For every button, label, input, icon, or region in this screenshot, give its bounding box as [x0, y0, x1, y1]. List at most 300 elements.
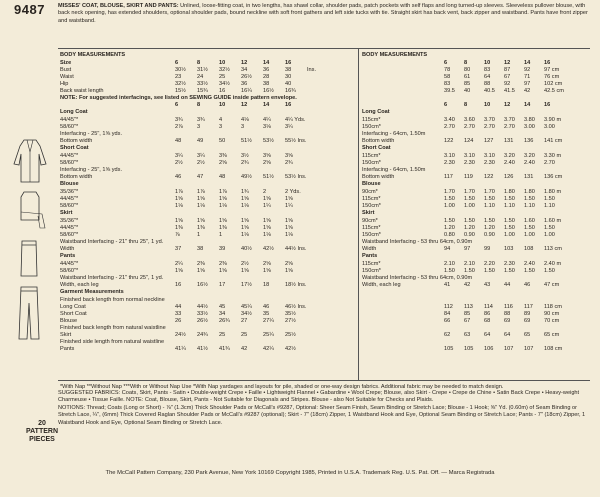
- cell-value: 24½: [175, 332, 186, 338]
- note-text: NOTE: For suggested interfacings, see listed on SEWING GUIDE inside pattern envelope.: [60, 95, 297, 101]
- cell-value: 42: [524, 88, 531, 94]
- center-divider: [358, 48, 359, 380]
- row-label: Interfacing - 25", 1⅝ yds.: [60, 167, 122, 173]
- row-label: Pants: [60, 346, 75, 352]
- suggested-fabrics: SUGGESTED FABRICS: Coats, Skirt, Pants - Satin • Double-weight Crepe • Faille • Lightweight Flannel • Gabardine • Wool Crepe; Blouse, also Skirt - Crepe • Crepe de Chine • Satin Back Crepe • Heavy-weight Charmeuse • Tissue Faille. NOTE: Coat, Blouse, Skirt, Pants - Not Suitable for Diagonals and Stripes. Blouse - also Not Suitable for Checks and Plaids.: [58, 390, 580, 404]
- cell-value: 3: [219, 124, 223, 130]
- cell-value: 40: [464, 88, 471, 94]
- row-label: Short Coat: [60, 311, 87, 317]
- cell-value: 3¼: [285, 124, 293, 130]
- cell-value: 37: [175, 246, 182, 252]
- cell-value: 6: [444, 60, 448, 66]
- cell-value: 36: [263, 67, 270, 73]
- cell-value: 83: [444, 81, 451, 87]
- row-label: Size: [60, 60, 72, 66]
- skirt-figure-icon: [14, 238, 44, 278]
- cell-value: 1⅜: [175, 225, 183, 231]
- cell-value: 1⅜: [197, 225, 205, 231]
- spacer-row: [362, 289, 590, 297]
- cell-value: 24: [197, 74, 204, 80]
- cell-value: 94: [444, 246, 451, 252]
- cell-value: 62: [444, 332, 451, 338]
- yardage-row: [60, 167, 355, 174]
- cell-value: 4: [219, 117, 223, 123]
- cell-value: 1⅝: [175, 218, 183, 224]
- cell-value: 1.50: [544, 225, 555, 231]
- row-label: Waistband Interfacing - 21" thru 25", 1 yd.: [60, 275, 164, 281]
- yardage-row: [60, 282, 355, 289]
- cell-value: 6: [175, 102, 179, 108]
- cell-value: 67: [464, 318, 471, 324]
- cell-value: 34: [219, 311, 226, 317]
- pieces-label-pieces: PIECES: [29, 436, 55, 443]
- cell-value: 1.50: [504, 268, 515, 274]
- cell-value: 42: [464, 282, 471, 288]
- cell-value: ⅞: [175, 232, 180, 238]
- cell-value: 16: [544, 60, 551, 66]
- cell-value: 113: [464, 304, 473, 310]
- yardage-row: [60, 160, 355, 167]
- cell-value: 8: [197, 102, 201, 108]
- cell-value: 38: [197, 246, 204, 252]
- cell-value: 3.20: [524, 153, 535, 159]
- yardage-row: [60, 174, 355, 181]
- row-label: Width: [362, 246, 377, 252]
- body-measurement-row: [60, 88, 355, 95]
- cell-value: 99: [484, 246, 491, 252]
- cell-value: 1.50: [464, 268, 475, 274]
- cell-value: 85: [464, 311, 471, 317]
- cell-value: 83: [484, 67, 491, 73]
- cell-value: 46: [263, 304, 270, 310]
- cell-value: 40: [285, 81, 292, 87]
- cell-value: 10: [484, 60, 491, 66]
- section-heading: [362, 109, 590, 117]
- row-label: Interfacing - 64cm, 1.50m: [362, 167, 426, 173]
- yardage-row: [362, 138, 590, 145]
- cell-value: 1.50: [444, 218, 455, 224]
- yardage-row: [60, 246, 355, 253]
- yardage-row: [362, 246, 590, 253]
- row-label: Waistband Interfacing - 53 thru 64cm, 0.90m: [362, 239, 473, 245]
- cell-value: 1⅛: [263, 232, 271, 238]
- garment-measurement-row: [362, 311, 590, 318]
- cell-value: 1.00: [444, 203, 455, 209]
- row-label: 150cm*: [362, 160, 381, 166]
- cell-value: 2.70: [444, 124, 455, 130]
- cell-value: 41: [444, 282, 451, 288]
- row-label: 44/45"*: [60, 117, 79, 123]
- cell-value: 90 cm: [544, 311, 560, 317]
- row-label: 35/36"*: [60, 218, 79, 224]
- cell-value: 1.50: [484, 268, 495, 274]
- cell-value: 2.30: [484, 160, 495, 166]
- cell-value: 43: [484, 282, 491, 288]
- row-label: Width, each leg: [60, 282, 99, 288]
- section-title: BODY MEASUREMENTS: [362, 52, 428, 58]
- yardage-row: [362, 282, 590, 289]
- long-coat-figure-icon: [10, 138, 50, 184]
- cell-value: 105: [464, 346, 474, 352]
- cell-value: 117: [524, 304, 533, 310]
- cell-value: 30: [285, 74, 292, 80]
- cell-value: 84: [444, 311, 451, 317]
- section-heading: [60, 109, 355, 117]
- cell-value: 114: [484, 304, 493, 310]
- yardage-row: [60, 268, 355, 275]
- cell-value: 51½: [241, 138, 252, 144]
- row-label: Finished side length from natural waistline: [60, 339, 165, 345]
- cell-value: 3.00: [544, 124, 555, 130]
- cell-value: 1.00: [544, 232, 555, 238]
- cell-value: 2.20: [484, 261, 495, 267]
- cell-value: 131: [524, 174, 534, 180]
- yardage-row: [60, 189, 355, 196]
- cell-value: 122: [484, 174, 494, 180]
- cell-value: 16½: [263, 88, 274, 94]
- cell-value: 2.70: [484, 124, 495, 130]
- section-heading: [362, 52, 590, 60]
- cell-value: 1.50: [524, 196, 535, 202]
- row-label: 58/60"*: [60, 160, 79, 166]
- garment-measurement-row: [60, 318, 355, 325]
- section-title: Pants: [60, 253, 76, 259]
- cell-value: 1¾: [241, 189, 249, 195]
- garment-measurement-row: [60, 346, 355, 353]
- cell-value: 33½: [197, 311, 208, 317]
- row-label: Waistband Interfacing - 53 thru 64cm, 0.90m: [362, 275, 473, 281]
- yardage-row: [60, 203, 355, 210]
- yardage-row: [60, 232, 355, 239]
- yardage-row: [60, 131, 355, 138]
- metric-measurement-table: [362, 52, 590, 353]
- cell-value: 2⅝: [263, 261, 271, 267]
- cell-value: 64: [484, 332, 491, 338]
- cell-value: 112: [444, 304, 453, 310]
- cell-value: 1⅝: [219, 268, 227, 274]
- cell-value: 45: [219, 304, 226, 310]
- garment-measurement-row: [60, 325, 355, 332]
- cell-value: 3⅝: [263, 153, 271, 159]
- row-label: 150cm*: [362, 203, 381, 209]
- cell-value: 14: [524, 102, 531, 108]
- yardage-row: [362, 268, 590, 275]
- row-label: Interfacing - 25", 1⅝ yds.: [60, 131, 122, 137]
- cell-value: 1.10: [524, 203, 535, 209]
- cell-value: 67: [504, 74, 511, 80]
- cell-value: 1.80: [504, 189, 515, 195]
- cell-value: 44½: [197, 304, 208, 310]
- cell-value: 27: [241, 318, 248, 324]
- cell-value: 1⅝: [197, 268, 205, 274]
- cell-value: 1⅝: [197, 196, 205, 202]
- cell-value: 1.80: [524, 189, 535, 195]
- cell-value: 30½: [175, 67, 186, 73]
- cell-value: 2 Yds.: [285, 189, 301, 195]
- row-label: Skirt: [60, 332, 72, 338]
- row-label: 44/45"*: [60, 261, 79, 267]
- cell-value: 122: [444, 138, 454, 144]
- cell-value: 14: [263, 60, 270, 66]
- cell-value: 1.50: [504, 196, 515, 202]
- cell-value: 40.5: [484, 88, 495, 94]
- cell-value: 2¾: [285, 160, 293, 166]
- cell-value: 89: [524, 311, 531, 317]
- section-title: Long Coat: [362, 109, 390, 115]
- cell-value: 1.60: [524, 218, 535, 224]
- cell-value: 1⅛: [219, 203, 227, 209]
- cell-value: 2: [263, 189, 267, 195]
- cell-value: 0.90: [484, 232, 495, 238]
- cell-value: 1.50: [504, 225, 515, 231]
- cell-value: 18½ Ins.: [285, 282, 307, 288]
- cell-value: 1⅝: [285, 218, 293, 224]
- cell-value: 1.70: [444, 189, 455, 195]
- row-label: 44/45"*: [60, 153, 79, 159]
- cell-value: 16: [544, 102, 551, 108]
- yardage-row: [60, 225, 355, 232]
- cell-value: 1.80 m: [544, 189, 562, 195]
- cell-value: 25¼: [263, 332, 274, 338]
- cell-value: 3: [241, 124, 245, 130]
- cell-value: 66: [444, 318, 451, 324]
- cell-value: 97: [524, 81, 531, 87]
- section-title: Short Coat: [60, 145, 89, 151]
- row-label: Interfacing - 64cm, 1.50m: [362, 131, 426, 137]
- section-heading: [362, 181, 590, 189]
- row-label: 58/60"*: [60, 232, 79, 238]
- pattern-pieces-count: [20, 420, 64, 444]
- cell-value: 64: [504, 332, 511, 338]
- section-title: Garment Measurements: [60, 289, 124, 295]
- cell-value: 35: [263, 311, 270, 317]
- cell-value: 88: [484, 81, 491, 87]
- cell-value: 2⅜: [219, 261, 227, 267]
- yardage-row: [362, 131, 590, 138]
- cell-value: 34: [241, 67, 248, 73]
- cell-value: 3.10: [484, 153, 495, 159]
- cell-value: 87: [504, 67, 511, 73]
- row-label: Long Coat: [60, 304, 86, 310]
- cell-value: 3.80: [524, 117, 535, 123]
- row-label: Bottom width: [60, 174, 93, 180]
- cell-value: 1: [197, 232, 201, 238]
- cell-value: 2.40: [504, 160, 515, 166]
- cell-value: 41.5: [504, 88, 515, 94]
- section-heading: [362, 145, 590, 153]
- size-row: [60, 102, 355, 109]
- cell-value: 42½: [263, 246, 274, 252]
- yardage-row: [362, 232, 590, 239]
- pattern-number: 9487: [14, 2, 45, 17]
- cell-value: 46: [524, 282, 531, 288]
- garment-measurement-row: [60, 297, 355, 304]
- yardage-row: [362, 153, 590, 160]
- yardage-row: [60, 196, 355, 203]
- row-label: 150cm*: [362, 232, 381, 238]
- row-label: 90cm*: [362, 189, 378, 195]
- cell-value: 49½: [241, 174, 252, 180]
- cell-value: 26½: [241, 74, 252, 80]
- section-heading: [60, 253, 355, 261]
- cell-value: 3: [197, 124, 201, 130]
- cell-value: 1⅛: [175, 203, 183, 209]
- body-measurement-row: [362, 81, 590, 88]
- section-heading: [60, 145, 355, 153]
- notions: NOTIONS: Thread; Coats (Long or Short) - ⅞" (1.3cm) Thick Shoulder Pads or McCall's #9287, Optional: Sheer Seam Finish, Seam Binding or Stretch Lace; Blouse - 1 Hook; ⅝" Yd. (0.60m) of Seam Binding or Stretch Lace, ¼", (6mm) Thick Covered Raglan Shoulder Pads or McCall's #9287 (optional); Skirt - 7" (18cm) Zipper, 1 Waistband Hook and Eye, Optional Seam Binding or Stretch Lace; Pants - 7" (18cm) Zipper, 1 Waistband Hook and Eye, Optional Seam Binding or Stretch Lace.: [58, 404, 586, 426]
- yardage-row: [362, 239, 590, 246]
- row-label: Width: [60, 246, 75, 252]
- cell-value: 2.30: [444, 160, 455, 166]
- cell-value: 119: [464, 174, 473, 180]
- cell-value: 88: [504, 311, 511, 317]
- cell-value: 2⅝: [263, 160, 271, 166]
- cell-value: 1⅝: [241, 218, 249, 224]
- cell-value: 45¼: [241, 304, 252, 310]
- cell-value: 1.00: [504, 232, 515, 238]
- cell-value: 10: [219, 60, 226, 66]
- cell-value: 1.10: [484, 203, 495, 209]
- cell-value: 2½: [197, 160, 205, 166]
- cell-value: 1.00: [524, 232, 535, 238]
- cell-value: 46½ Ins.: [285, 304, 307, 310]
- cell-value: 107: [524, 346, 534, 352]
- cell-value: 1.70: [484, 189, 495, 195]
- nap-legend: *With Nap **Without Nap ***With or Without Nap Use *With Nap yardages and layouts for pile, shaded or one-way design fabrics. Additional fabric may be needed to match design.: [60, 384, 504, 390]
- yardage-row: [362, 261, 590, 268]
- cell-value: 4⅛: [241, 117, 249, 123]
- cell-value: 41¾: [219, 346, 230, 352]
- cell-value: 1⅞: [175, 189, 183, 195]
- cell-value: 64: [484, 74, 491, 80]
- garment-measurement-row: [60, 339, 355, 346]
- cell-value: 10: [219, 102, 226, 108]
- cell-value: 31½: [197, 67, 208, 73]
- cell-value: 53½: [263, 138, 274, 144]
- cell-value: 113 cm: [544, 246, 562, 252]
- cell-value: 16¼: [241, 88, 252, 94]
- section-title: Blouse: [60, 181, 79, 187]
- cell-value: 1.50: [464, 218, 475, 224]
- cell-value: 15½: [175, 88, 186, 94]
- cell-value: 103: [504, 246, 514, 252]
- section-title: BODY MEASUREMENTS: [60, 52, 126, 58]
- cell-value: 32½: [219, 67, 230, 73]
- cell-value: 49: [197, 138, 204, 144]
- body-measurement-row: [60, 81, 355, 88]
- cell-value: 3.20: [504, 153, 515, 159]
- cell-value: 131: [504, 138, 514, 144]
- top-divider: [58, 48, 590, 49]
- cell-value: 27½: [285, 318, 296, 324]
- yardage-row: [362, 203, 590, 210]
- cell-value: 28: [263, 74, 270, 80]
- yardage-row: [60, 153, 355, 160]
- cell-value: 32½: [175, 81, 186, 87]
- cell-value: 17½: [241, 282, 252, 288]
- cell-value: 1⅝: [219, 218, 227, 224]
- section-heading: [60, 289, 355, 297]
- yardage-row: [362, 167, 590, 174]
- cell-value: 2½: [241, 261, 249, 267]
- cell-value: 4¼ Yds.: [285, 117, 306, 123]
- cell-value: 1.50: [524, 268, 535, 274]
- section-heading: [362, 253, 590, 261]
- cell-value: 34½: [219, 81, 230, 87]
- cell-value: 68: [484, 318, 491, 324]
- cell-value: 3⅛: [263, 124, 271, 130]
- cell-value: 25: [219, 332, 226, 338]
- cell-value: 117: [444, 174, 453, 180]
- cell-value: 1⅝: [285, 268, 293, 274]
- cell-value: 3¾: [197, 117, 205, 123]
- cell-value: 48: [219, 174, 226, 180]
- body-measurement-row: [60, 74, 355, 81]
- cell-value: 16: [285, 60, 292, 66]
- pattern-title: MISSES' COAT, BLOUSE, SKIRT AND PANTS:: [58, 3, 179, 9]
- cell-value: 3⅜: [219, 153, 227, 159]
- cell-value: 1.50: [444, 196, 455, 202]
- pieces-label-pattern: PATTERN: [25, 428, 59, 435]
- cell-value: 0.90: [464, 232, 475, 238]
- cell-value: 2.10: [464, 261, 475, 267]
- cell-value: 39.5: [444, 88, 455, 94]
- cell-value: 71: [524, 74, 531, 80]
- yardage-row: [60, 124, 355, 131]
- imperial-measurement-table: [60, 52, 355, 353]
- cell-value: 2⅜: [197, 261, 205, 267]
- cell-value: 8: [464, 102, 468, 108]
- cell-value: 38: [285, 67, 292, 73]
- row-label: Finished back length from normal neckline: [60, 297, 165, 303]
- cell-value: 16¾: [285, 88, 296, 94]
- cell-value: 3⅝: [285, 153, 293, 159]
- cell-value: 24¾: [197, 332, 208, 338]
- cell-value: 65: [524, 332, 531, 338]
- garment-measurement-row: [362, 339, 590, 346]
- cell-value: 1¼: [263, 203, 271, 209]
- cell-value: 97 cm: [544, 67, 560, 73]
- cell-value: 1⅝: [241, 268, 249, 274]
- row-label: 58/60"*: [60, 124, 79, 130]
- row-label: 44/45"*: [60, 196, 79, 202]
- cell-value: 16: [285, 102, 292, 108]
- cell-value: 3.70: [504, 117, 515, 123]
- cell-value: 16½: [197, 282, 208, 288]
- cell-value: 1.10: [544, 203, 555, 209]
- cell-value: 1: [219, 232, 223, 238]
- section-title: Long Coat: [60, 109, 88, 115]
- cell-value: 6: [175, 60, 179, 66]
- cell-value: 3.40: [444, 117, 455, 123]
- yardage-row: [362, 189, 590, 196]
- garment-measurement-row: [362, 297, 590, 304]
- size-row: [60, 60, 355, 67]
- section-title: Short Coat: [362, 145, 391, 151]
- cell-value: 92: [524, 67, 531, 73]
- cell-value: 38: [263, 81, 270, 87]
- pieces-number: 20: [38, 420, 46, 427]
- cell-value: 1⅛: [285, 232, 293, 238]
- cell-value: 10: [484, 102, 491, 108]
- garment-measurement-row: [362, 346, 590, 353]
- cell-value: 34½: [241, 311, 252, 317]
- cell-value: 58: [444, 74, 451, 80]
- row-label: Blouse: [60, 318, 78, 324]
- cell-value: 3.10: [464, 153, 475, 159]
- cell-value: 33: [175, 311, 182, 317]
- cell-value: 1.50: [444, 268, 455, 274]
